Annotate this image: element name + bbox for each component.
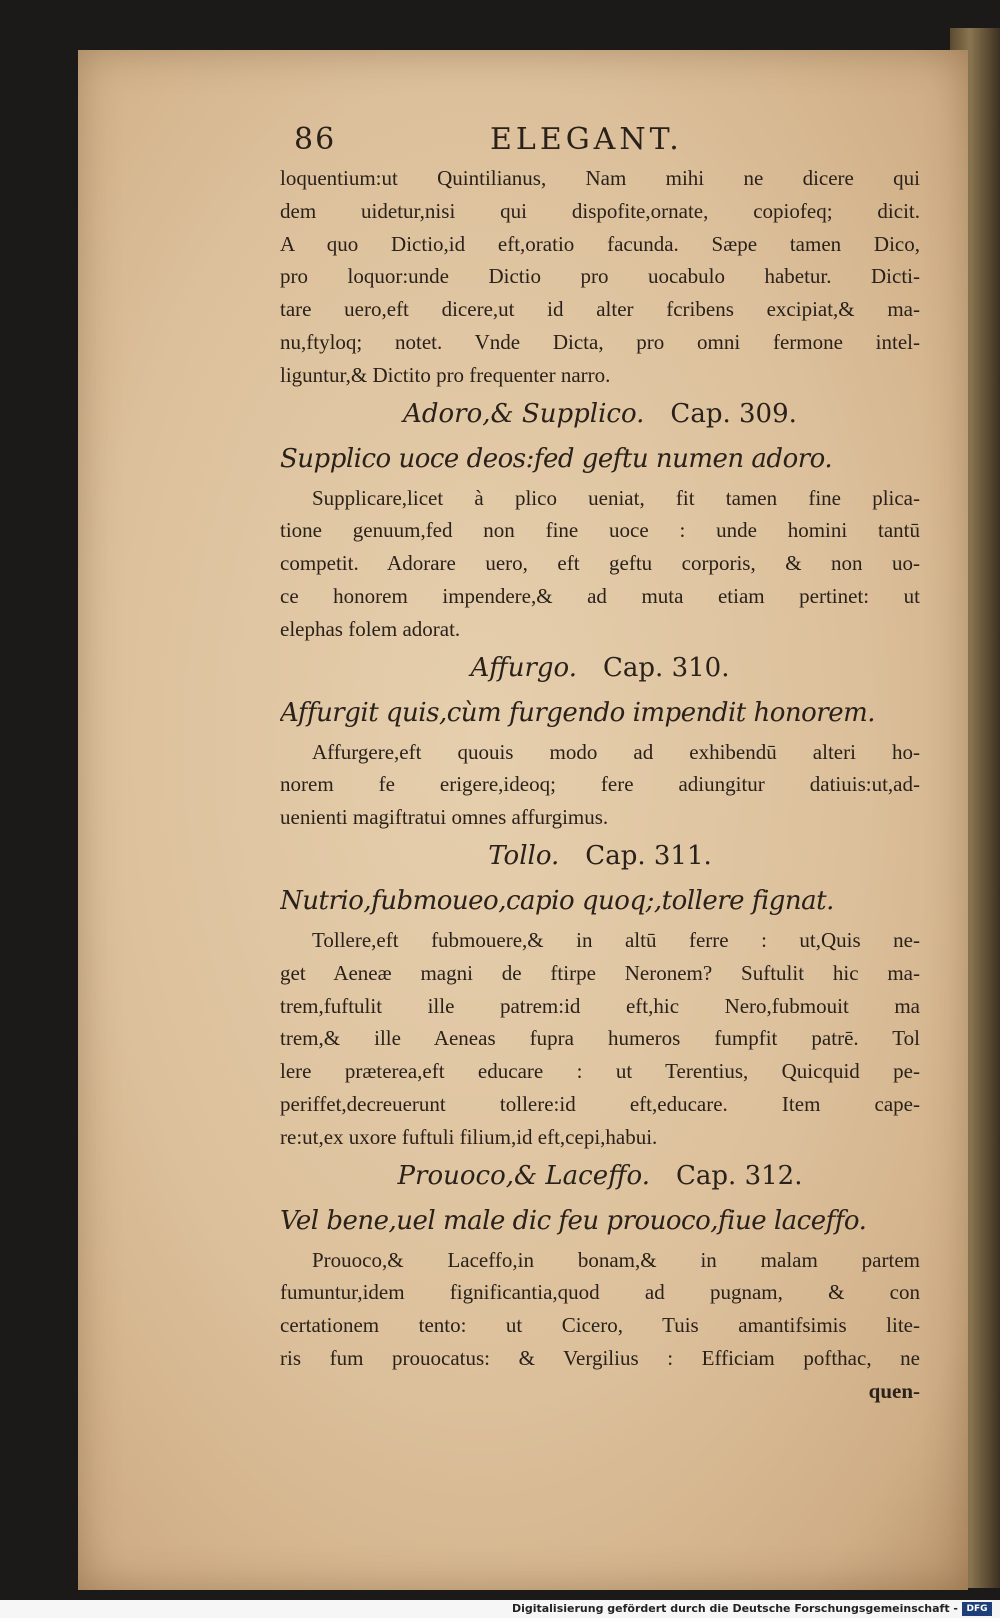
text-line: ris fum prouocatus: & Vergilius : Efficiam pofthac, ne [280, 1345, 920, 1370]
text-line: nu,ftyloq; notet. Vnde Dicta, pro omni fermone intel- [280, 329, 920, 354]
catchword: quen- [868, 1378, 920, 1403]
dfg-logo-icon: DFG [962, 1602, 992, 1616]
chapter-title: Affurgo. [470, 652, 577, 683]
running-title: ELEGANT. [490, 122, 683, 157]
text-line: fumuntur,idem fignificantia,quod ad pugnam, & con [280, 1280, 920, 1305]
text-line: trem,& ille Aeneas fupra humeros fumpfit patrē. Tol [280, 1026, 920, 1051]
chapter-title: Tollo. [488, 840, 560, 871]
text-line: dem uidetur,nisi qui dispofite,ornate, copiofeq; dicit. [280, 198, 920, 223]
mnemonic-verse: Supplico uoce deos:fed geftu numen adoro. [280, 443, 833, 474]
chapter-title: Adoro,& Supplico. [403, 398, 645, 429]
mnemonic-verse: Vel bene,uel male dic feu prouoco,fiue laceffo. [280, 1205, 867, 1236]
page-number: 86 [294, 122, 337, 157]
chapter-number: Cap. 310. [603, 652, 730, 683]
chapter-heading-310 [280, 646, 920, 690]
page-text [280, 118, 920, 1407]
text-line: tione genuum,fed non fine uoce : unde homini tantū [280, 518, 920, 543]
text-line: loquentium:ut Quintilianus, Nam mihi ne dicere qui [280, 166, 920, 190]
text-line: ce honorem impendere,& ad muta etiam pertinet: ut [280, 583, 920, 608]
chapter-number: Cap. 311. [585, 840, 712, 871]
text-line: competit. Adorare uero, eft geftu corporis, & non uo- [280, 551, 920, 576]
chapter-heading-312 [280, 1154, 920, 1198]
text-line: Affurgere,eft quouis modo ad exhibendū alteri ho- [312, 739, 920, 764]
text-line: periffet,decreuerunt tollere:id eft,educare. Item cape- [280, 1091, 920, 1116]
text-line: lere præterea,eft educare : ut Terentius, Quicquid pe- [280, 1059, 920, 1084]
chapter-number: Cap. 309. [670, 398, 797, 429]
chapter-number: Cap. 312. [676, 1160, 803, 1191]
text-line: uenienti magiftratui omnes affurgimus. [280, 805, 609, 830]
chapter-heading-311 [280, 834, 920, 878]
page-header [280, 118, 920, 162]
text-line: Prouoco,& Laceffo,in bonam,& in malam partem [312, 1247, 920, 1272]
text-line: liguntur,& Dictito pro frequenter narro. [280, 362, 611, 387]
funding-credit: Digitalisierung gefördert durch die Deutsche Forschungsgemeinschaft - [511, 1602, 958, 1615]
text-line: certationem tento: ut Cicero, Tuis amantifsimis lite- [280, 1313, 920, 1338]
chapter-title: Prouoco,& Laceffo. [397, 1160, 650, 1191]
text-line: trem,fuftulit ille patrem:id eft,hic Nero,fubmouit ma [280, 993, 920, 1018]
mnemonic-verse: Nutrio,fubmoueo,capio quoq;,tollere fignat. [280, 885, 834, 916]
text-line: get Aeneæ magni de ftirpe Neronem? Suftulit hic ma- [280, 960, 920, 985]
text-line: Supplicare,licet à plico ueniat, fit tamen fine plica- [312, 485, 920, 510]
text-line: elephas folem adorat. [280, 616, 461, 641]
text-line: tare uero,eft dicere,ut id alter fcribens excipiat,& ma- [280, 297, 920, 322]
text-line: pro loquor:unde Dictio pro uocabulo habetur. Dicti- [280, 264, 920, 289]
text-line: Tollere,eft fubmouere,& in altū ferre : ut,Quis ne- [312, 927, 920, 952]
text-line: A quo Dictio,id eft,oratio facunda. Sæpe tamen Dico, [280, 231, 920, 256]
text-line: norem fe erigere,ideoq; fere adiungitur datiuis:ut,ad- [280, 772, 920, 797]
text-line: re:ut,ex uxore fuftuli filium,id eft,cepi,habui. [280, 1124, 658, 1149]
mnemonic-verse: Affurgit quis,cùm furgendo impendit honorem. [280, 697, 876, 728]
chapter-heading-309 [280, 392, 920, 436]
